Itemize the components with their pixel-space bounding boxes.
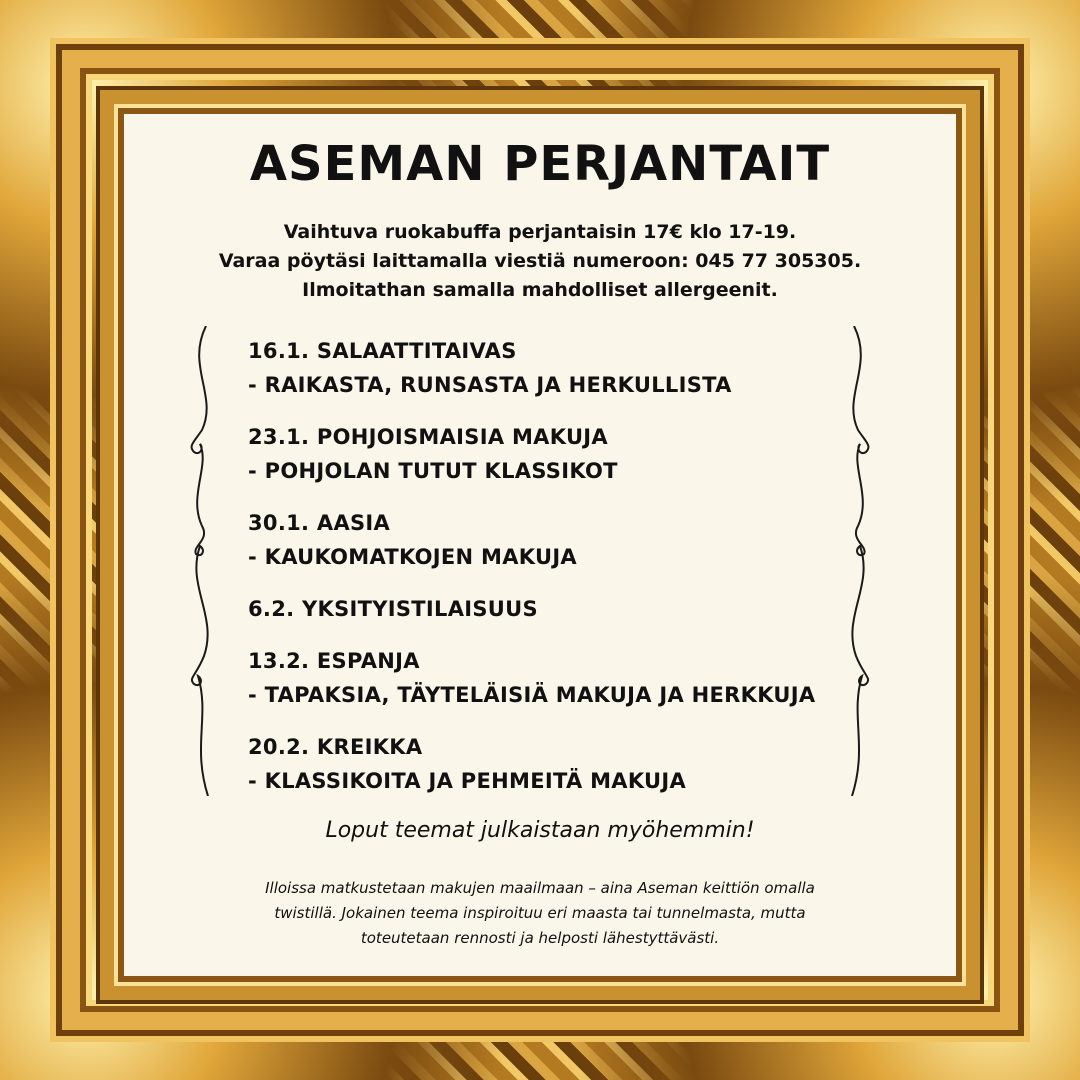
theme-date-title: 20.2. KREIKKA [248,735,423,759]
theme-date-title: 16.1. SALAATTITAIVAS [248,339,517,363]
list-item [248,592,815,626]
theme-description: - KAUKOMATKOJEN MAKUJA [248,545,577,569]
theme-date-title: 13.2. ESPANJA [248,649,420,673]
list-item [248,334,815,402]
footer-note-line: twistillä. Jokainen teema inspiroituu eri maasta tai tunnelmasta, mutta [274,904,806,922]
poster-content [124,114,956,976]
list-item [248,506,815,574]
closing-note: Loput teemat julkaistaan myöhemmin! [325,818,755,843]
theme-description: - POHJOLAN TUTUT KLASSIKOT [248,459,618,483]
list-item [248,420,815,488]
theme-date-title: 6.2. YKSITYISTILAISUUS [248,597,538,621]
intro-line: Ilmoitathan samalla mahdolliset allergeenit. [302,279,778,301]
intro-line: Varaa pöytäsi laittamalla viestiä numeroon: 045 77 305305. [218,250,862,272]
theme-description: - RAIKASTA, RUNSASTA JA HERKULLISTA [248,373,732,397]
footer-note [194,876,886,951]
intro-text [124,218,956,305]
intro-line: Vaihtuva ruokabuffa perjantaisin 17€ klo 17-19. [283,221,797,243]
theme-list [248,334,815,816]
flourish-vine-icon [836,326,876,796]
footer-note-line: Illoissa matkustetaan makujen maailmaan – aina Aseman keittiön omalla [265,879,815,897]
list-item [248,644,815,712]
theme-description: - KLASSIKOITA JA PEHMEITÄ MAKUJA [248,769,687,793]
list-item [248,730,815,798]
footer-note-line: toteutetaan rennosti ja helposti lähestyttävästi. [360,929,720,947]
theme-description: - TAPAKSIA, TÄYTELÄISIÄ MAKUJA JA HERKKUJA [248,683,816,707]
theme-date-title: 30.1. AASIA [248,511,391,535]
theme-date-title: 23.1. POHJOISMAISIA MAKUJA [248,425,608,449]
flourish-vine-icon [184,326,224,796]
page-title: ASEMAN PERJANTAIT [249,136,831,192]
